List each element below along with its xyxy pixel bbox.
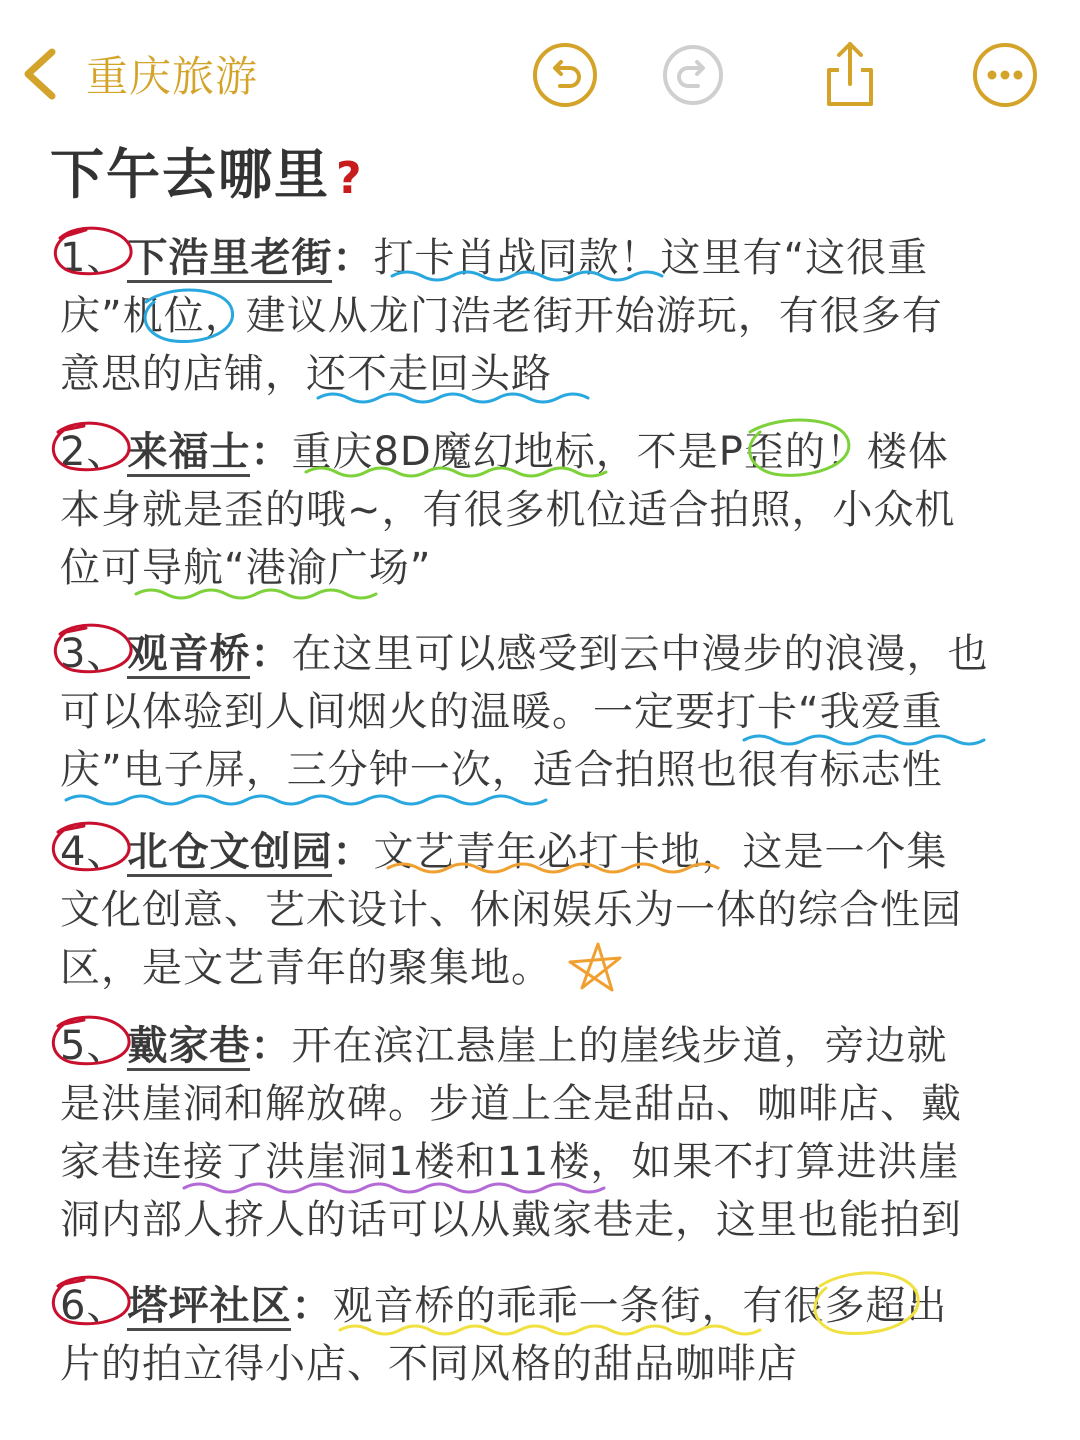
item-colon: ：	[291, 1283, 333, 1329]
item-1-line-3: 意思的店铺，还不走回头路	[60, 351, 552, 397]
back-label: 重庆旅游	[86, 52, 259, 101]
item-title: 戴家巷	[127, 1023, 251, 1069]
item-3-line-2: 可以体验到人间烟火的温暖。一定要打卡“我爱重	[60, 689, 943, 735]
item-separator: 、	[86, 235, 128, 281]
item-5-line-4: 洞内部人挤人的话可以从戴家巷走，这里也能拍到	[60, 1197, 962, 1243]
item-separator: 、	[86, 631, 128, 677]
item-number: 3	[60, 631, 87, 677]
item-separator: 、	[86, 429, 128, 475]
item-3-line-1	[60, 624, 988, 684]
item-6-line-2: 片的拍立得小店、不同风格的甜品咖啡店	[60, 1341, 798, 1387]
item-colon: ：	[250, 1023, 292, 1069]
item-number: 4	[60, 829, 87, 875]
item-3-line-3: 庆”电子屏，三分钟一次，适合拍照也很有标志性	[60, 747, 943, 793]
item-text: 打卡肖战同款！这里有“这很重	[373, 235, 929, 281]
item-title: 北仓文创园	[127, 829, 333, 875]
more-icon	[970, 40, 1040, 110]
item-text: 在这里可以感受到云中漫步的浪漫，也	[291, 631, 989, 677]
share-icon	[815, 40, 885, 110]
item-5-line-2: 是洪崖洞和解放碑。步道上全是甜品、咖啡店、戴	[60, 1081, 962, 1127]
item-1-line-1	[60, 228, 928, 288]
item-title: 塔坪社区	[127, 1283, 292, 1329]
note-title-text: 下午去哪里	[50, 143, 330, 206]
item-number: 2	[60, 429, 87, 475]
item-separator: 、	[86, 1023, 128, 1069]
item-title: 观音桥	[127, 631, 251, 677]
item-title: 下浩里老街	[127, 235, 333, 281]
back-button[interactable]	[20, 42, 258, 106]
item-number: 6	[60, 1283, 87, 1329]
star-doodle-icon	[570, 944, 620, 990]
navigation-bar	[0, 0, 1080, 150]
redo-icon	[658, 40, 728, 110]
item-separator: 、	[86, 829, 128, 875]
question-mark: ?	[336, 153, 364, 204]
undo-button[interactable]	[530, 40, 600, 110]
item-4-line-1	[60, 822, 947, 882]
note-title	[50, 132, 364, 209]
item-5-line-1	[60, 1016, 947, 1076]
redo-button[interactable]	[658, 40, 728, 110]
more-button[interactable]	[970, 40, 1040, 110]
item-number: 5	[60, 1023, 87, 1069]
item-5-line-3: 家巷连接了洪崖洞1楼和11楼，如果不打算进洪崖	[60, 1139, 960, 1185]
item-colon: ：	[250, 429, 292, 475]
item-2-line-3: 位可导航“港渝广场”	[60, 545, 432, 591]
item-4-line-3: 区，是文艺青年的聚集地。	[60, 945, 552, 991]
chevron-left-icon	[20, 46, 60, 102]
share-button[interactable]	[815, 40, 885, 110]
item-separator: 、	[86, 1283, 128, 1329]
item-colon: ：	[332, 829, 374, 875]
undo-icon	[530, 40, 600, 110]
item-title: 来福士	[127, 429, 251, 475]
item-2-line-2: 本身就是歪的哦~，有很多机位适合拍照，小众机	[60, 487, 956, 533]
item-4-line-2: 文化创意、艺术设计、休闲娱乐为一体的综合性园	[60, 887, 962, 933]
item-text: 文艺青年必打卡地，这是一个集	[373, 829, 948, 875]
item-2-line-1	[60, 422, 949, 482]
item-text: 重庆8D魔幻地标，不是P歪的！楼体	[291, 429, 949, 475]
item-text: 开在滨江悬崖上的崖线步道，旁边就	[291, 1023, 948, 1069]
item-colon: ：	[332, 235, 374, 281]
item-number: 1	[60, 235, 87, 281]
item-1-line-2: 庆”机位，建议从龙门浩老街开始游玩，有很多有	[60, 293, 943, 339]
item-text: 观音桥的乖乖一条街，有很多超出	[332, 1283, 948, 1329]
item-colon: ：	[250, 631, 292, 677]
item-6-line-1	[60, 1276, 947, 1336]
